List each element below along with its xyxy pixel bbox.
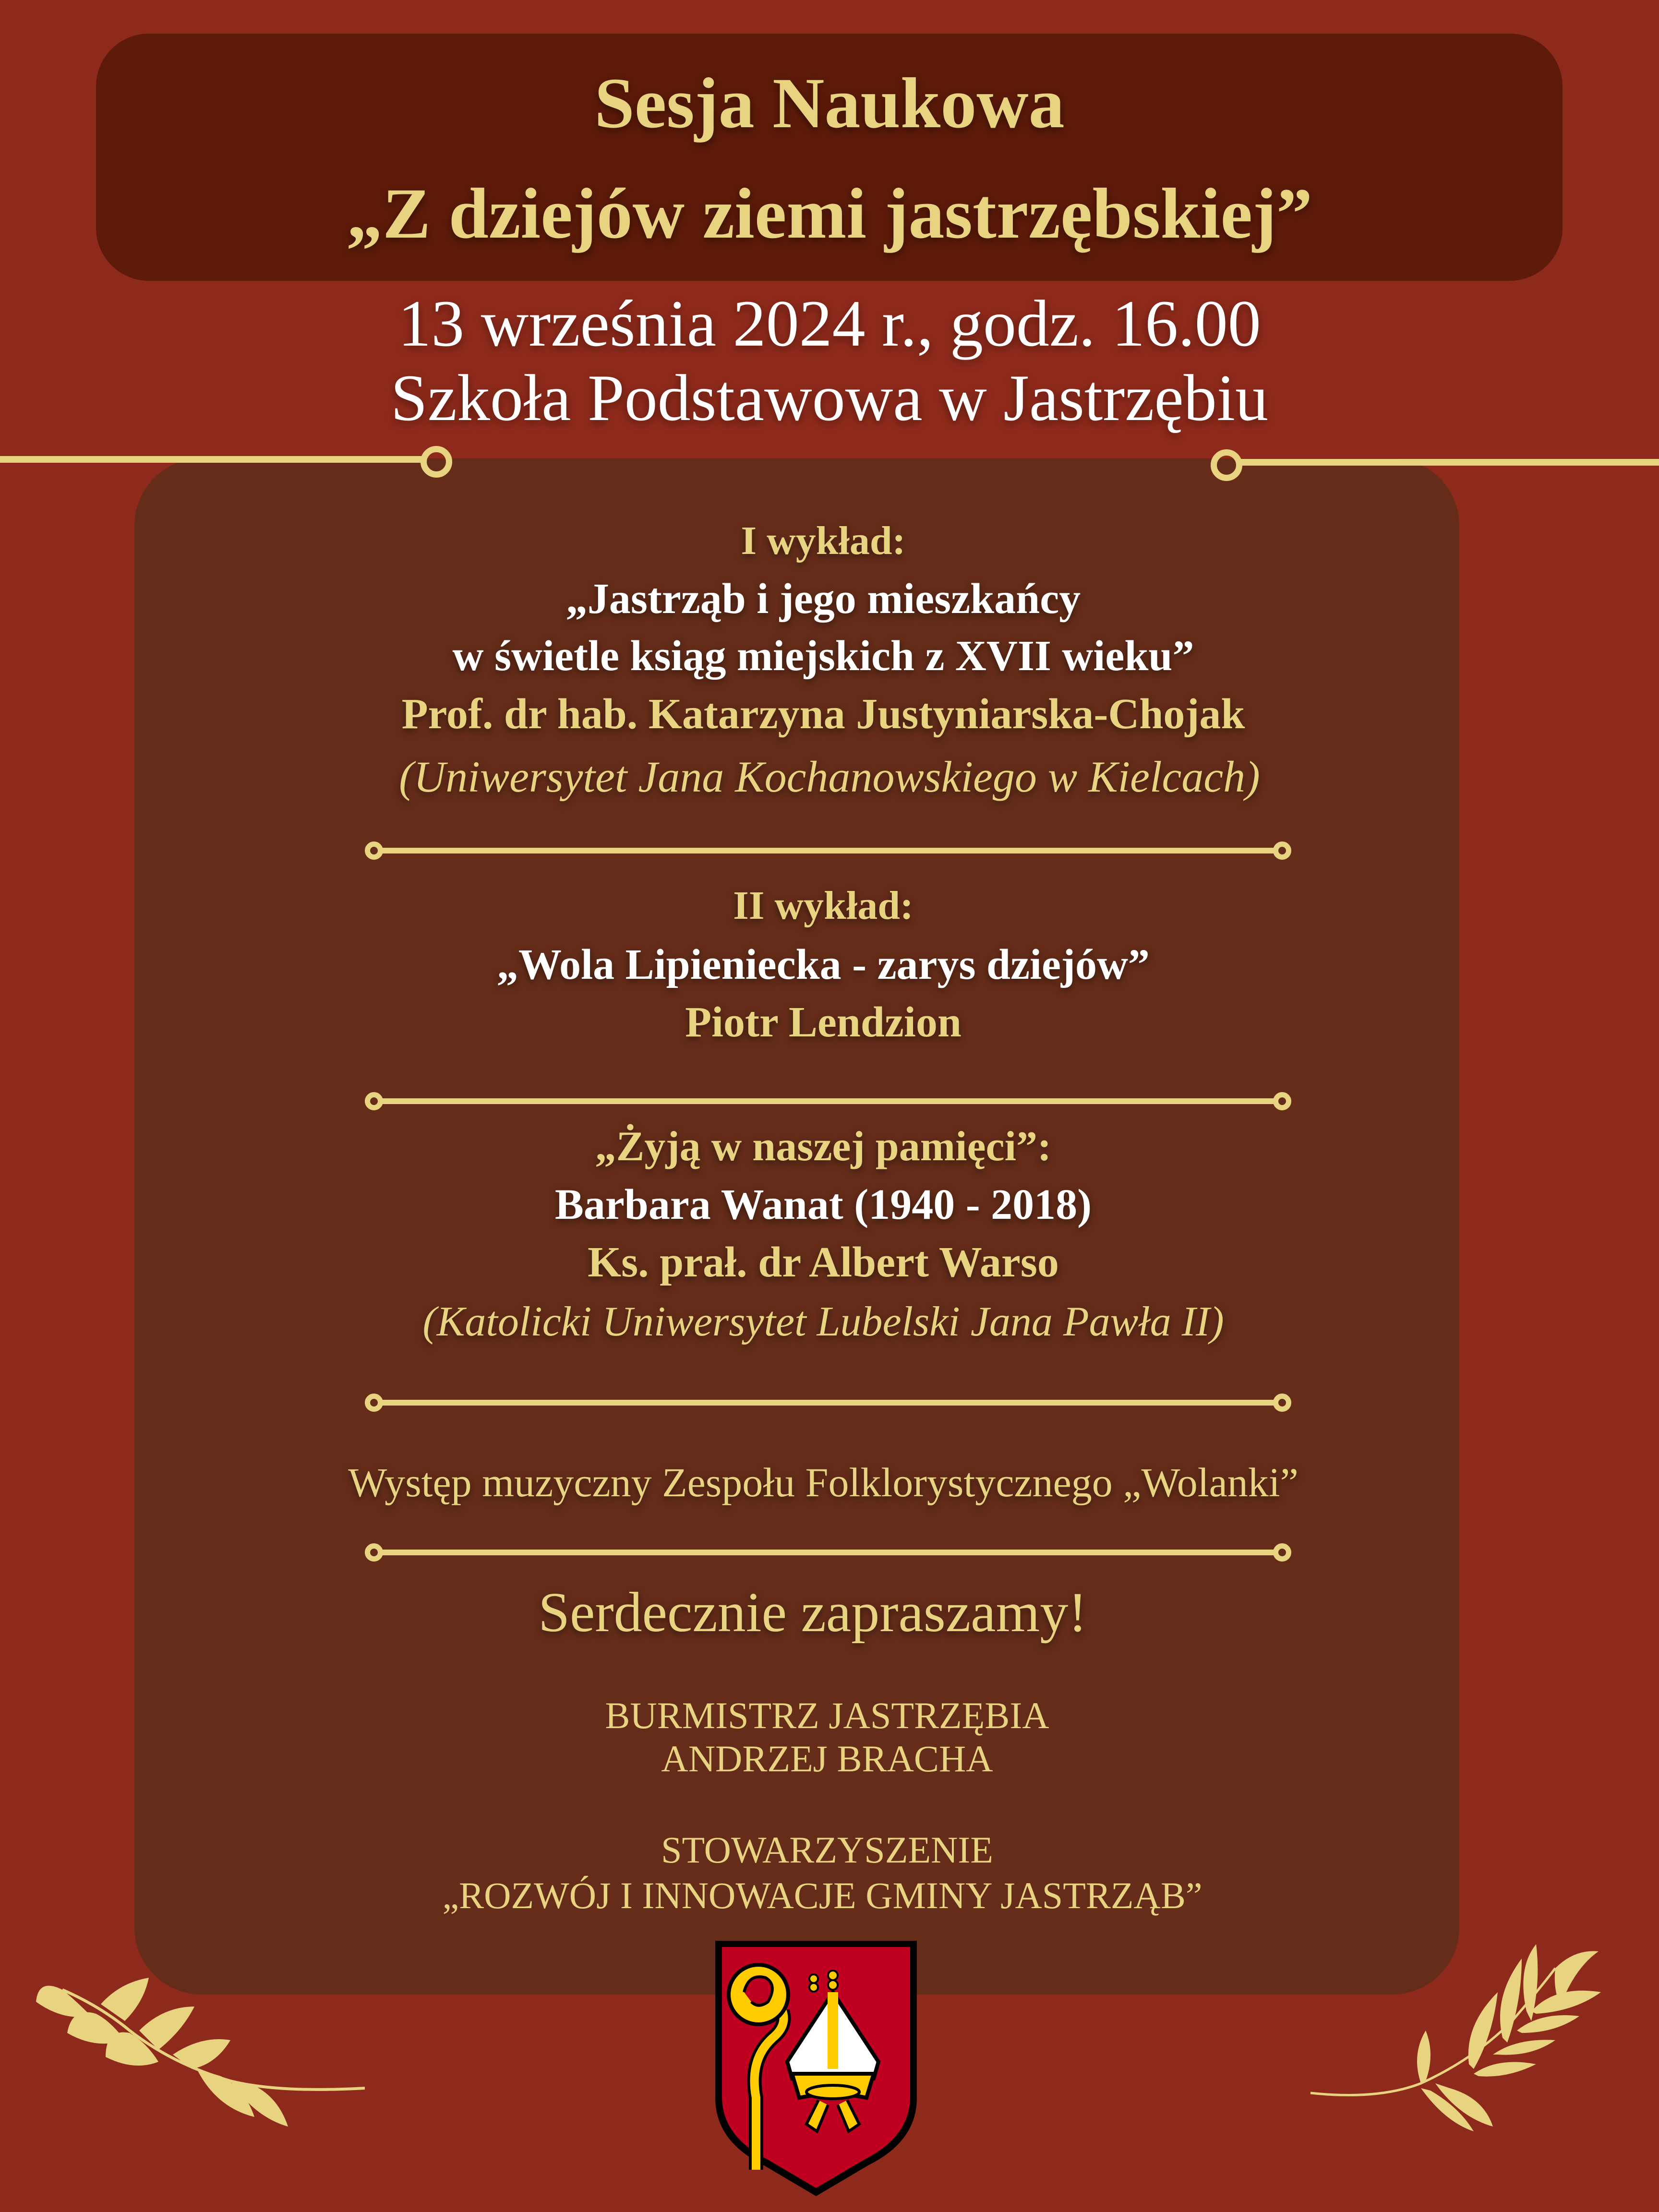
lecture1-title-line1: „Jastrząb i jego mieszkańcy: [565, 575, 1081, 623]
divider-ring-icon: [365, 1394, 383, 1412]
memorial-speaker: Ks. prał. dr Albert Warso: [588, 1238, 1059, 1286]
lecture1-affiliation: (Uniwersytet Jana Kochanowskiego w Kielcach): [399, 752, 1260, 801]
lecture2-title: „Wola Lipieniecka - zarys dziejów”: [497, 941, 1150, 988]
divider-line: [374, 1550, 1282, 1555]
divider-line: [374, 1400, 1282, 1406]
memorial-person: Barbara Wanat (1940 - 2018): [554, 1181, 1092, 1228]
lecture2-label: II wykład:: [733, 883, 914, 928]
lecture2-speaker: Piotr Lendzion: [685, 998, 962, 1046]
ring-ornament-left: [421, 446, 452, 478]
laurel-branch-icon: [1306, 1939, 1608, 2151]
divider-ring-icon: [365, 1543, 383, 1562]
event-title: Sesja Naukowa: [594, 63, 1065, 143]
divider-ring-icon: [365, 1092, 383, 1110]
organizer2-title: STOWARZYSZENIE: [661, 1829, 993, 1871]
organizer2-name: „ROZWÓJ I INNOWACJE GMINY JASTRZĄB”: [442, 1875, 1202, 1916]
section-divider: [365, 1543, 1291, 1563]
coat-of-arms-icon: [710, 1939, 922, 2199]
top-rail-right: [1238, 459, 1659, 466]
divider-ring-icon: [1273, 842, 1291, 860]
divider-ring-icon: [1273, 1394, 1291, 1412]
top-rail-left: [0, 456, 422, 463]
divider-line: [374, 848, 1282, 854]
memorial-label: „Żyją w naszej pamięci”:: [595, 1123, 1052, 1170]
section-divider: [365, 1394, 1291, 1413]
section-divider: [365, 1092, 1291, 1111]
section-divider: [365, 842, 1291, 861]
memorial-affiliation: (Katolicki Uniwersytet Lubelski Jana Pawła II): [422, 1298, 1224, 1345]
laurel-branch-icon: [29, 1973, 374, 2175]
divider-ring-icon: [365, 842, 383, 860]
organizer1-title: BURMISTRZ JASTRZĘBIA: [605, 1695, 1049, 1736]
divider-ring-icon: [1273, 1092, 1291, 1110]
ring-ornament-right: [1211, 449, 1242, 481]
music-performance: Występ muzyczny Zespołu Folklorystycznego „Wolanki”: [348, 1459, 1298, 1505]
lecture1-title-line2: w świetle ksiąg miejskich z XVII wieku”: [452, 632, 1194, 680]
event-subtitle: „Z dziejów ziemi jastrzębskiej”: [347, 174, 1312, 253]
divider-line: [374, 1098, 1282, 1104]
lecture1-speaker: Prof. dr hab. Katarzyna Justyniarska-Chojak: [401, 690, 1245, 738]
event-venue: Szkoła Podstawowa w Jastrzębiu: [390, 361, 1269, 434]
organizer1-name: ANDRZEJ BRACHA: [661, 1738, 993, 1779]
divider-ring-icon: [1273, 1543, 1291, 1562]
invitation-text: Serdecznie zapraszamy!: [538, 1581, 1087, 1644]
lecture1-label: I wykład:: [741, 518, 906, 563]
event-date: 13 września 2024 r., godz. 16.00: [398, 287, 1261, 360]
